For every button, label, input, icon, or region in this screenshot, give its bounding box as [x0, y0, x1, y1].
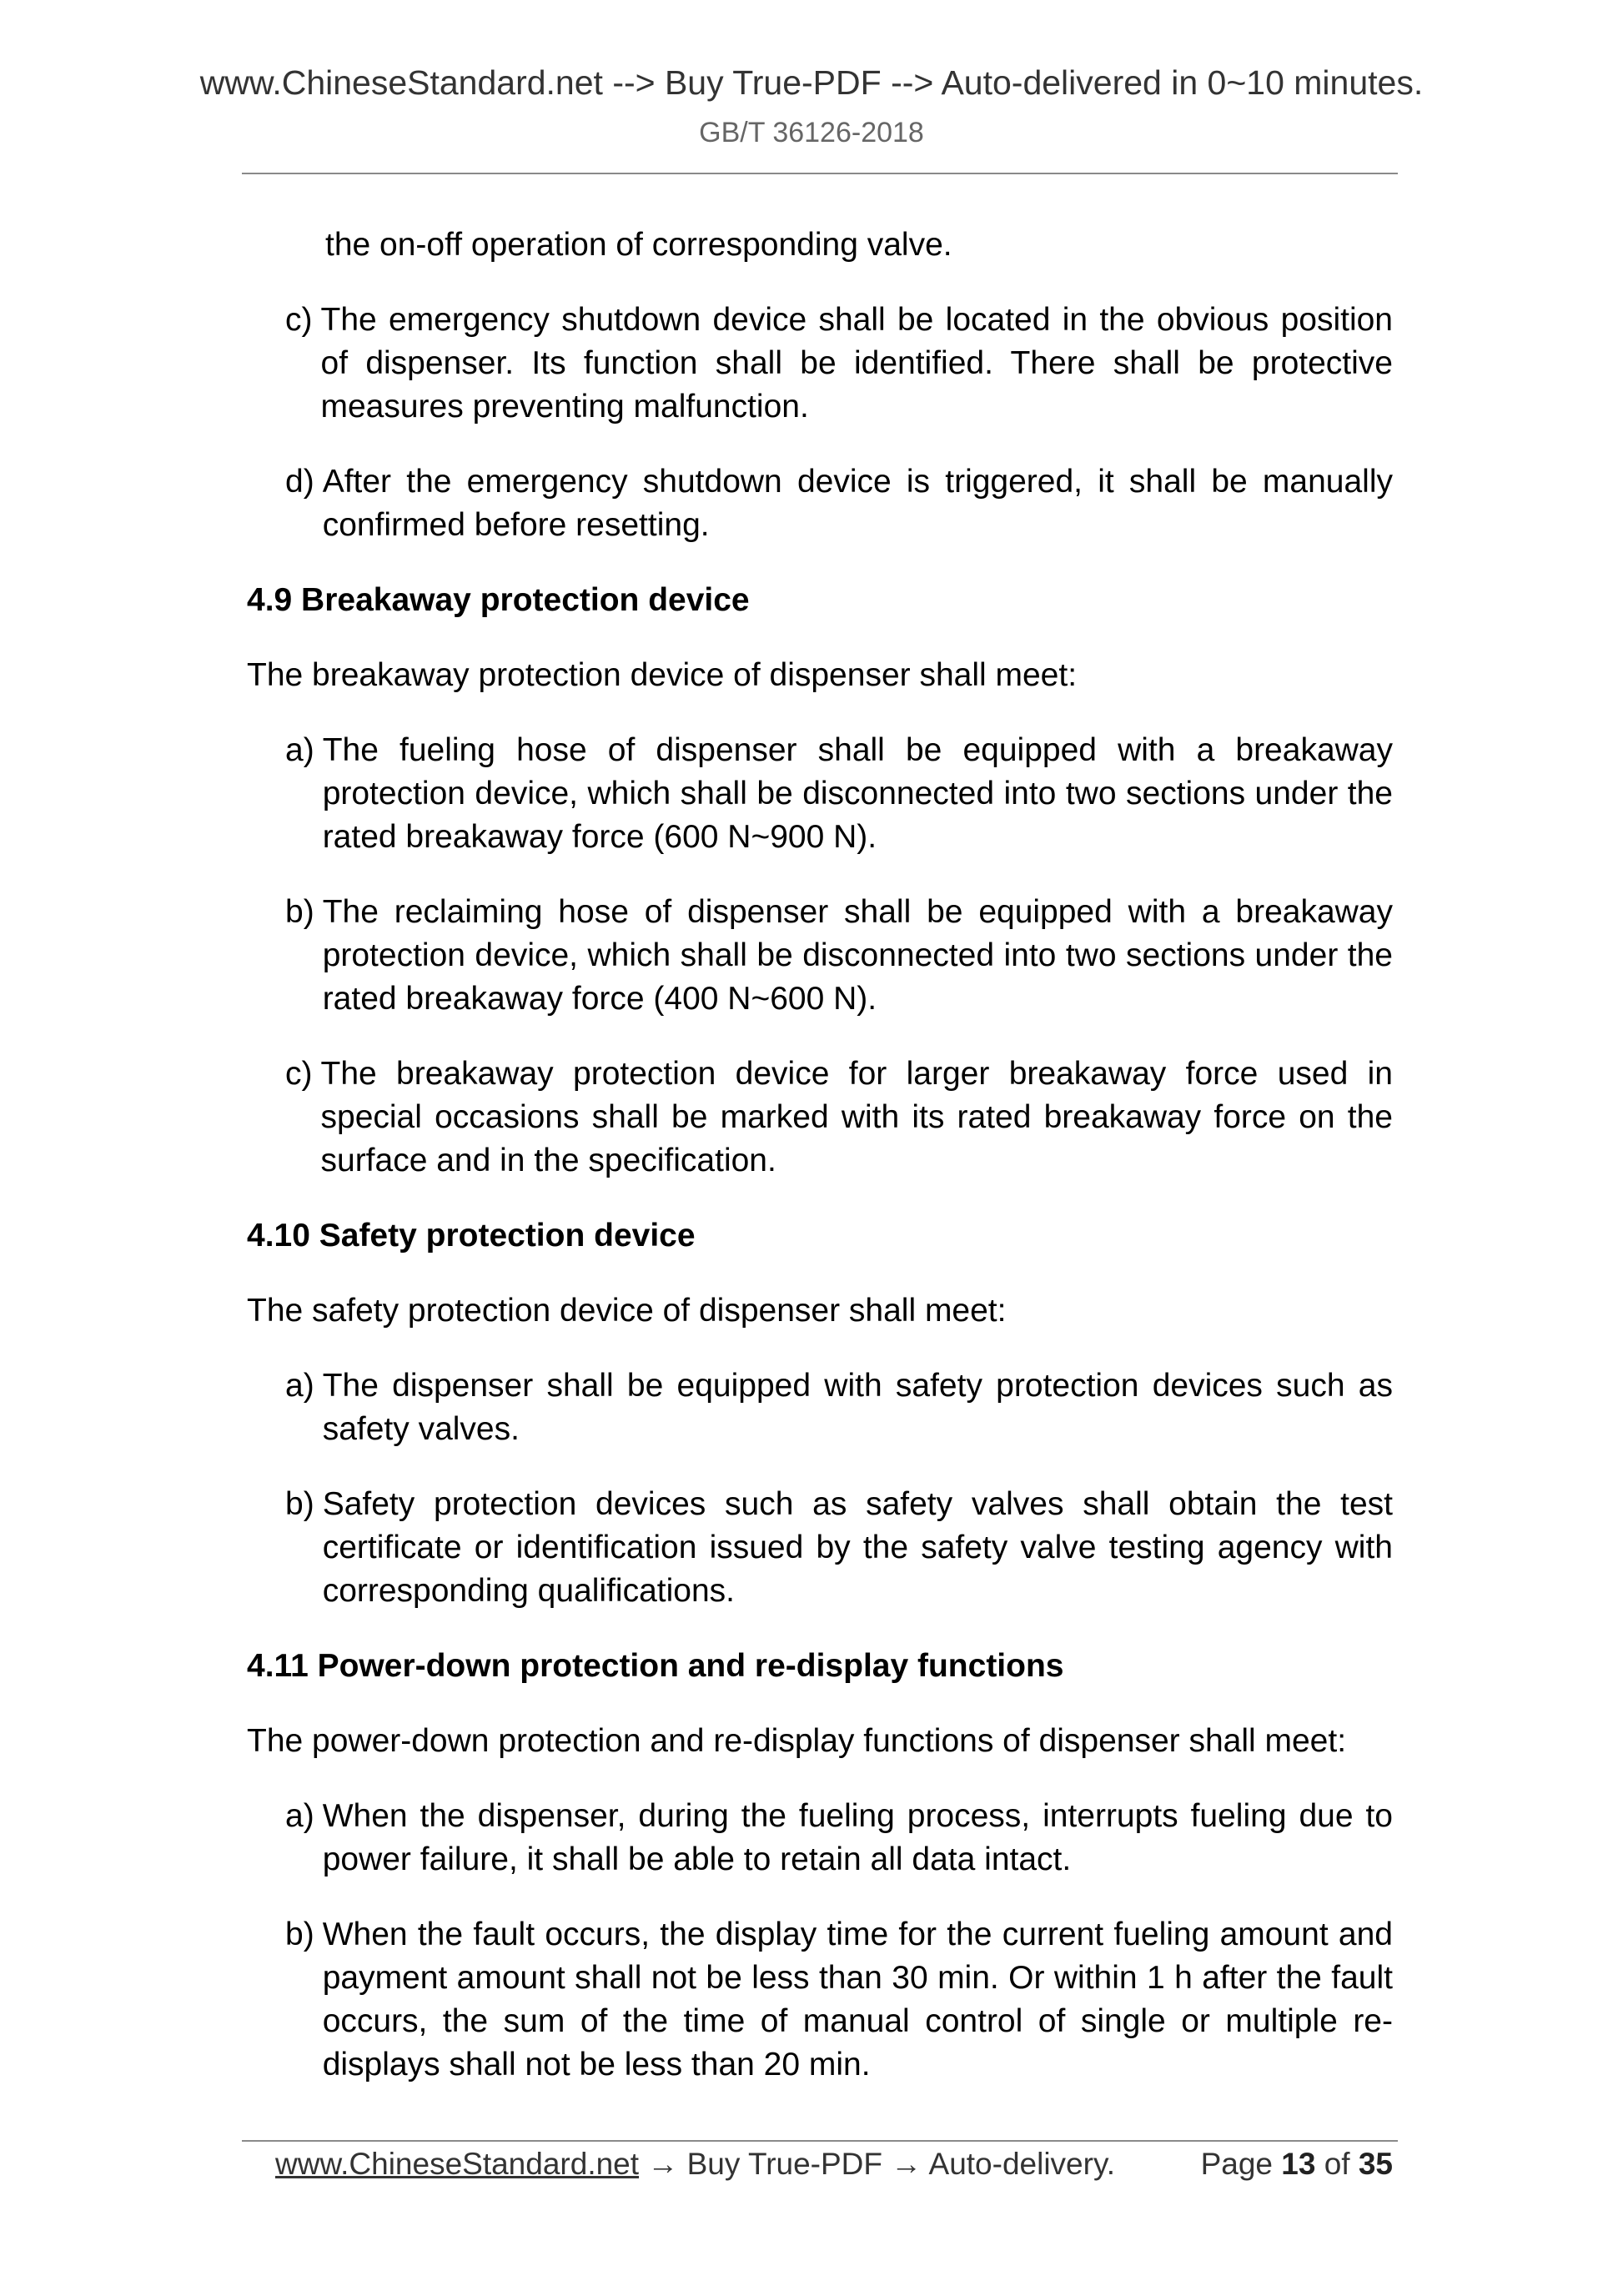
item-label: c): [285, 1056, 313, 1092]
item-text: After the emergency shutdown device is triggered, it shall be manually confirmed before resetting.: [322, 464, 1393, 543]
footer-left: [275, 2147, 1115, 2182]
header-divider: [242, 173, 1398, 174]
item-label: d): [285, 464, 314, 500]
list-item: [285, 891, 1393, 1021]
section-heading-4-11: 4.11 Power-down protection and re-display functions: [247, 1648, 1064, 1684]
section-intro: The breakaway protection device of dispenser shall meet:: [247, 657, 1078, 693]
item-text: The emergency shutdown device shall be located in the obvious position of dispenser. Its function shall be identified. There shall be protective measures preventing malfunction.: [320, 302, 1393, 425]
list-item: [285, 1483, 1393, 1613]
list-item: [285, 299, 1393, 429]
item-label: b): [285, 1917, 314, 1952]
list-item: [285, 1913, 1393, 2087]
page-number: [1201, 2147, 1393, 2182]
item-text: When the dispenser, during the fueling process, interrupts fueling due to power failure, it shall be able to retain all data intact.: [322, 1798, 1393, 1877]
document-code: GB/T 36126-2018: [699, 117, 924, 148]
item-label: a): [285, 732, 314, 768]
item-text: The breakaway protection device for larger breakaway force used in special occasions shall be marked with its rated breakaway force on the surface and in the specification.: [320, 1056, 1393, 1178]
list-item: [285, 1364, 1393, 1451]
item-text: When the fault occurs, the display time for the current fueling amount and payment amount shall not be less than 30 min. Or within 1 h after the fault occurs, the sum of the time of manual control of single or multiple re-displays shall not be less than 20 min.: [322, 1917, 1393, 2082]
header-banner: www.ChineseStandard.net --> Buy True-PDF --> Auto-delivered in 0~10 minutes.: [199, 63, 1424, 102]
section-heading-4-10: 4.10 Safety protection device: [247, 1218, 696, 1254]
of-word: of: [1324, 2147, 1350, 2181]
section-heading-4-9: 4.9 Breakaway protection device: [247, 582, 750, 618]
section-intro: The power-down protection and re-display functions of dispenser shall meet:: [247, 1723, 1347, 1759]
list-item: [285, 729, 1393, 859]
page-current: 13: [1281, 2147, 1316, 2181]
item-text: The reclaiming hose of dispenser shall be equipped with a breakaway protection device, which shall be disconnected into two sections under the rated breakaway force (400 N~600 N).: [322, 894, 1393, 1017]
item-text: The dispenser shall be equipped with safety protection devices such as safety valves.: [322, 1368, 1393, 1447]
item-text: Safety protection devices such as safety valves shall obtain the test certificate or identification issued by the safety valve testing agency with corresponding qualifications.: [322, 1486, 1393, 1609]
footer-tagline: → Buy True-PDF → Auto-delivery.: [639, 2147, 1115, 2181]
item-text: The fueling hose of dispenser shall be equipped with a breakaway protection device, which shall be disconnected into two sections under the rated breakaway force (600 N~900 N).: [322, 732, 1393, 855]
section-intro: The safety protection device of dispenser shall meet:: [247, 1293, 1007, 1329]
item-label: b): [285, 1486, 314, 1522]
footer-divider: [242, 2140, 1398, 2142]
page-footer: [275, 2147, 1393, 2182]
list-item: [285, 1795, 1393, 1882]
page-content: [247, 224, 1393, 2118]
item-label: c): [285, 302, 313, 338]
continuation-text: the on-off operation of corresponding valve.: [325, 227, 952, 263]
page-total: 35: [1358, 2147, 1393, 2181]
item-label: a): [285, 1368, 314, 1404]
item-label: b): [285, 894, 314, 930]
list-item: [285, 460, 1393, 547]
item-label: a): [285, 1798, 314, 1834]
page-word: Page: [1200, 2147, 1273, 2181]
footer-site-link[interactable]: www.ChineseStandard.net: [275, 2147, 640, 2181]
list-item: [285, 1053, 1393, 1183]
